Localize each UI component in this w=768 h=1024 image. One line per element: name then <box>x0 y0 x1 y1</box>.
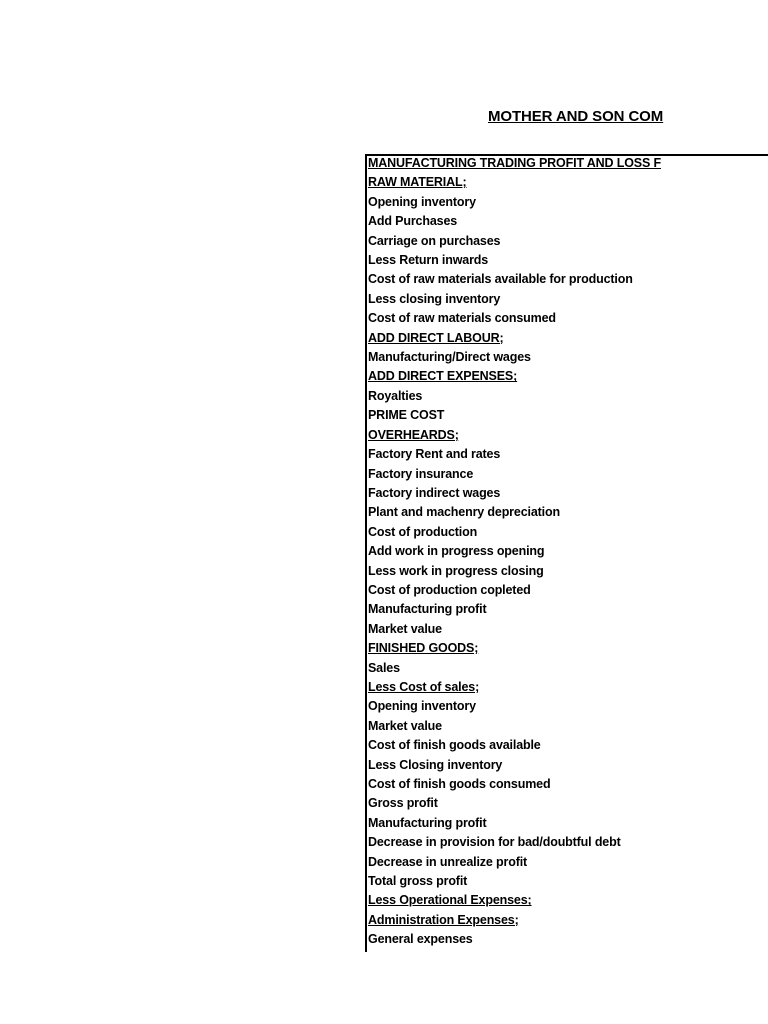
line-item: Cost of raw materials consumed <box>368 311 556 326</box>
line-item: Manufacturing profit <box>368 815 487 830</box>
line-item: Market value <box>368 718 442 733</box>
line-item: Manufacturing profit <box>368 602 487 617</box>
line-item: Manufacturing/Direct wages <box>368 350 531 365</box>
line-item: Cost of finish goods available <box>368 738 541 753</box>
section-heading: ADD DIRECT EXPENSES; <box>368 369 518 384</box>
section-heading: ADD DIRECT LABOUR; <box>368 330 504 345</box>
section-heading: OVERHEARDS; <box>368 427 459 442</box>
line-item: Cost of production <box>368 524 478 539</box>
line-item: Factory insurance <box>368 466 474 481</box>
line-item: Decrease in unrealize profit <box>368 854 528 869</box>
statement-rows <box>368 154 768 950</box>
section-heading: RAW MATERIAL; <box>368 175 467 190</box>
line-item: Plant and machenry depreciation <box>368 505 560 520</box>
line-item: General expenses <box>368 932 473 947</box>
line-item: Add Purchases <box>368 214 458 229</box>
line-item: Royalties <box>368 388 423 403</box>
statement-title: MANUFACTURING TRADING PROFIT AND LOSS F <box>368 156 661 170</box>
line-item: Less work in progress closing <box>368 563 544 578</box>
table-left-border <box>365 154 367 952</box>
line-item: Less closing inventory <box>368 291 501 306</box>
line-item: Total gross profit <box>368 874 468 889</box>
line-item: Opening inventory <box>368 194 476 209</box>
section-heading: Administration Expenses; <box>368 912 519 927</box>
line-item: Sales <box>368 660 400 675</box>
line-item: Cost of production copleted <box>368 582 531 597</box>
line-item: Decrease in provision for bad/doubtful debt <box>368 835 621 850</box>
section-heading: FINISHED GOODS; <box>368 641 479 656</box>
line-item: Less Closing inventory <box>368 757 503 772</box>
line-item: Gross profit <box>368 796 438 811</box>
line-item: PRIME COST <box>368 408 445 423</box>
line-item: Less Return inwards <box>368 253 489 268</box>
line-item: Cost of finish goods consumed <box>368 777 551 791</box>
line-item: Market value <box>368 621 442 636</box>
line-item: Factory Rent and rates <box>368 447 501 462</box>
line-item: Cost of raw materials available for production <box>368 272 633 287</box>
line-item: Factory indirect wages <box>368 485 501 500</box>
company-title: MOTHER AND SON COM <box>488 108 664 125</box>
line-item: Carriage on purchases <box>368 233 501 248</box>
section-heading: Less Cost of sales; <box>368 679 480 694</box>
line-item: Add work in progress opening <box>368 544 545 559</box>
section-heading: Less Operational Expenses; <box>368 893 532 908</box>
line-item: Opening inventory <box>368 699 476 714</box>
